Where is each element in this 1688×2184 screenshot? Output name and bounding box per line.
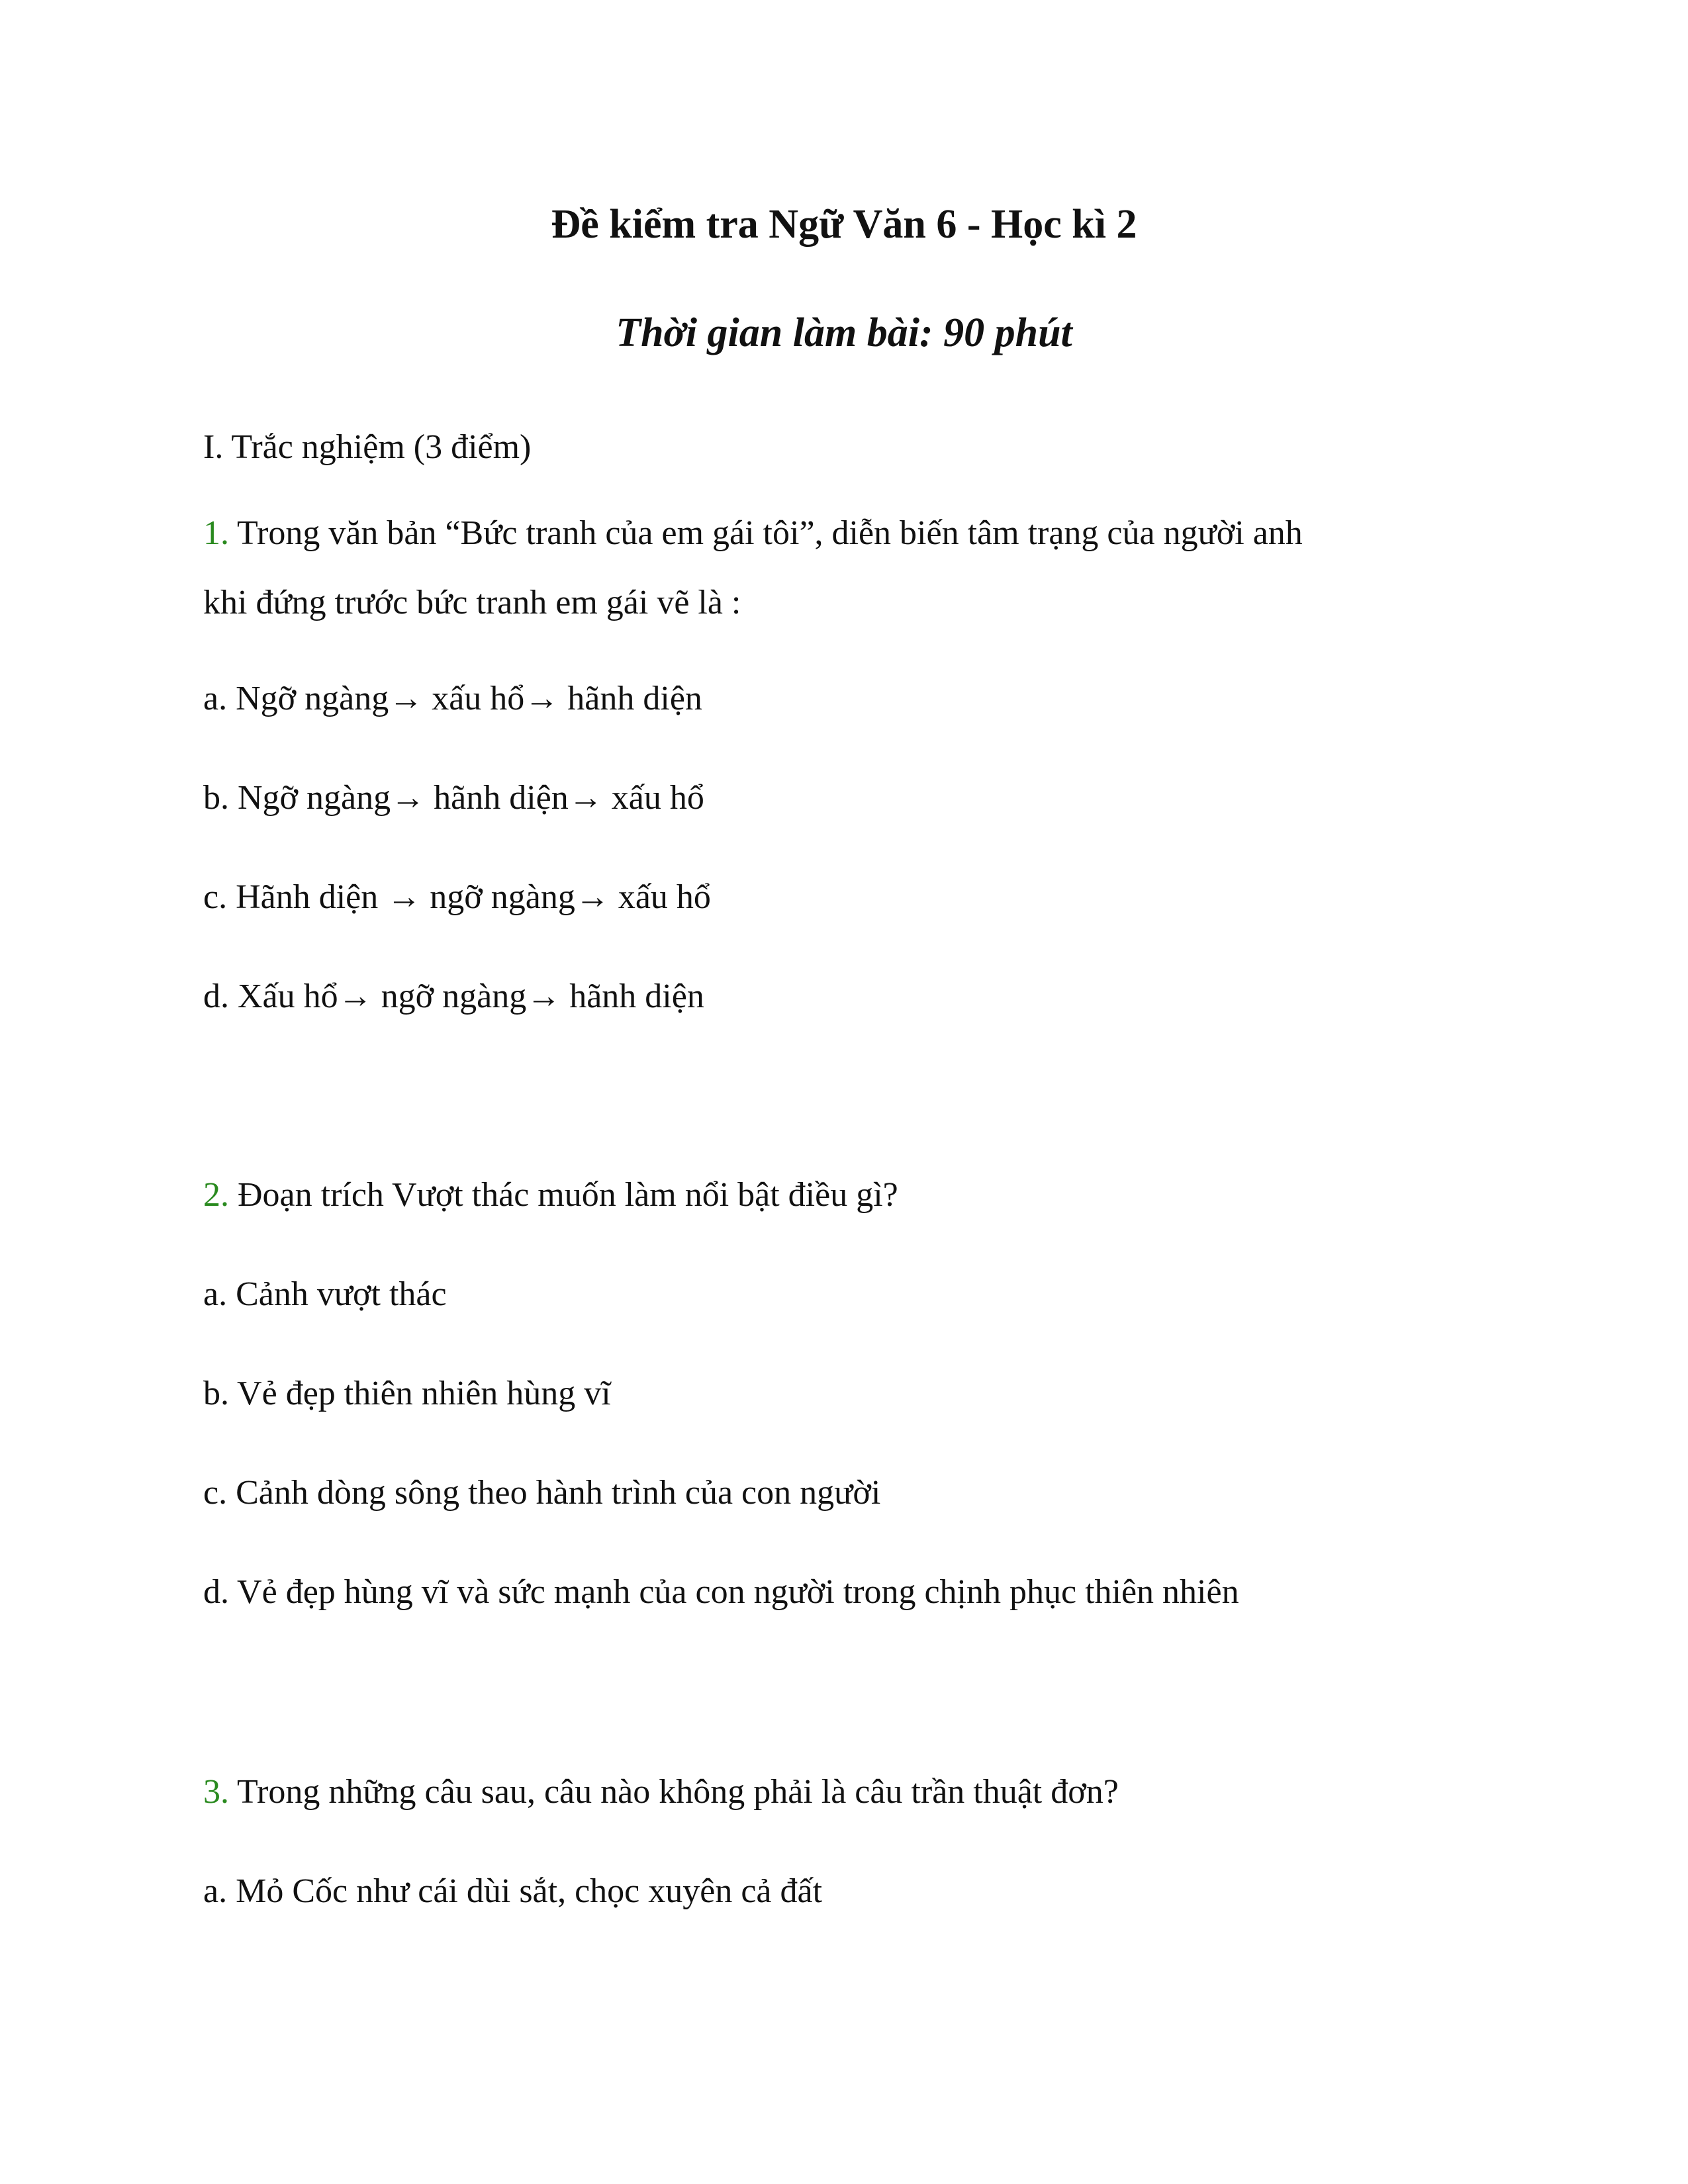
document-subtitle: Thời gian làm bài: 90 phút	[616, 310, 1072, 355]
question-2-text: Đoạn trích Vượt thác muốn làm nổi bật điều gì?	[229, 1176, 898, 1214]
question-1-text: Trong văn bản “Bức tranh của em gái tôi”, diễn biến tâm trạng của người anh	[229, 514, 1303, 552]
question-1-line-2: khi đứng trước bức tranh em gái vẽ là :	[203, 584, 741, 621]
question-1-option-c: c. Hãnh diện → ngỡ ngàng→ xấu hổ	[203, 878, 711, 916]
question-1-number: 1.	[203, 514, 229, 552]
question-3-line-1	[203, 1775, 1119, 1809]
question-2-line-1	[203, 1178, 898, 1212]
document-title: Đề kiểm tra Ngữ Văn 6 - Học kì 2	[551, 202, 1137, 247]
question-1-option-a: a. Ngỡ ngàng→ xấu hổ→ hãnh diện	[203, 680, 702, 717]
question-2-option-d: d. Vẻ đẹp hùng vĩ và sức mạnh của con người trong chịnh phục thiên nhiên	[203, 1573, 1239, 1611]
question-2-option-b: b. Vẻ đẹp thiên nhiên hùng vĩ	[203, 1375, 611, 1412]
question-2-option-a: a. Cảnh vượt thác	[203, 1275, 447, 1313]
question-1-option-b: b. Ngỡ ngàng→ hãnh diện→ xấu hổ	[203, 779, 704, 817]
question-3-option-a: a. Mỏ Cốc như cái dùi sắt, chọc xuyên cả đất	[203, 1872, 823, 1910]
question-3-text: Trong những câu sau, câu nào không phải là câu trần thuật đơn?	[229, 1773, 1119, 1811]
question-3-number: 3.	[203, 1773, 229, 1811]
question-2-option-c: c. Cảnh dòng sông theo hành trình của con người	[203, 1474, 881, 1512]
question-1-line-1	[203, 516, 1303, 551]
question-1-option-d: d. Xấu hổ→ ngỡ ngàng→ hãnh diện	[203, 978, 704, 1015]
section-heading: I. Trắc nghiệm (3 điểm)	[203, 428, 532, 466]
question-2-number: 2.	[203, 1176, 229, 1214]
